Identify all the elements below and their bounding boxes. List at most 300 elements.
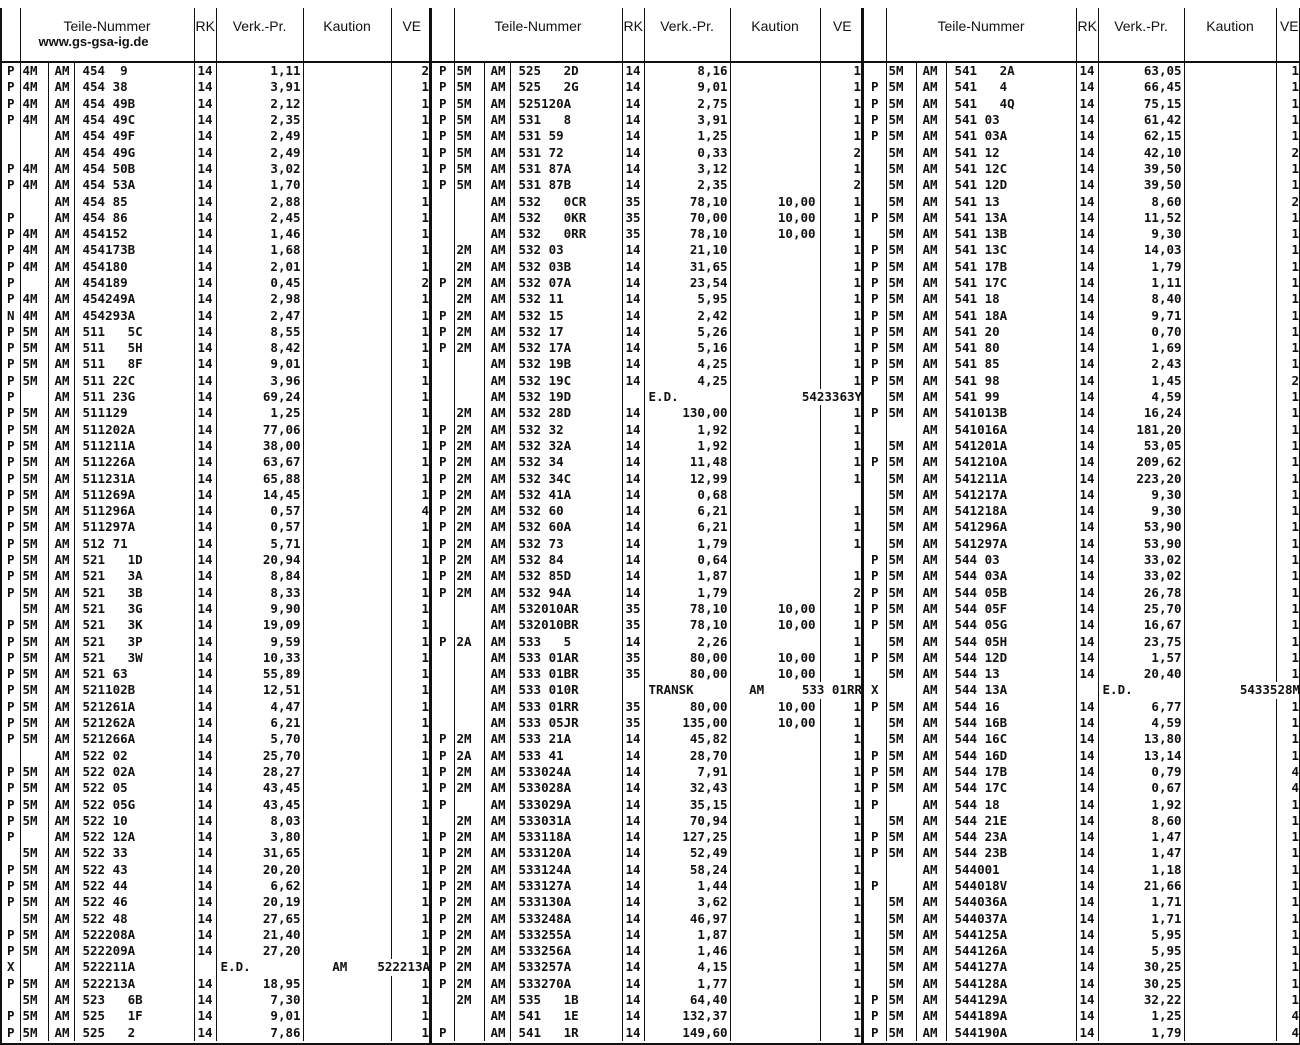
part-number: 454 53A	[74, 177, 194, 193]
part-number: 544127A	[946, 959, 1076, 975]
am-prefix: AM	[48, 1025, 74, 1041]
packing-unit: 1	[853, 894, 862, 910]
am-prefix: AM	[916, 112, 946, 128]
sale-price: 21,40	[216, 927, 303, 943]
kaution-header: Kaution	[730, 8, 820, 62]
model-code: 5M	[20, 519, 48, 535]
rk-code: 14	[622, 177, 644, 193]
table-row	[432, 291, 864, 307]
packing-unit: 1	[421, 372, 430, 388]
model-code: 2M	[454, 454, 484, 470]
am-prefix: AM	[484, 259, 510, 275]
status-flag: P	[2, 161, 20, 177]
status-flag: P	[864, 845, 886, 861]
table-row	[432, 422, 864, 438]
packing-unit: 1	[853, 307, 862, 323]
deposit	[303, 503, 391, 519]
model-code: 2M	[454, 959, 484, 975]
am-prefix: AM	[916, 666, 946, 682]
rk-code: 14	[622, 324, 644, 340]
deposit	[1184, 503, 1276, 519]
table-row	[864, 813, 1300, 829]
rk-code: 14	[622, 62, 644, 79]
table-row	[2, 666, 432, 682]
status-flag	[432, 601, 454, 617]
am-prefix: AM	[916, 422, 946, 438]
sale-price: 1,57	[1098, 650, 1184, 666]
sale-price: 5,95	[644, 291, 730, 307]
deposit	[1184, 992, 1276, 1008]
am-prefix: AM	[484, 601, 510, 617]
packing-unit: 1	[421, 992, 430, 1008]
table-row	[2, 96, 432, 112]
deposit	[303, 96, 391, 112]
part-number: 521 3P	[74, 633, 194, 649]
sale-price: 16,24	[1098, 405, 1184, 421]
deposit	[730, 1025, 820, 1041]
deposit	[1184, 519, 1276, 535]
deposit	[303, 356, 391, 372]
model-code	[886, 862, 916, 878]
am-prefix: AM	[484, 519, 510, 535]
sale-price: 26,78	[1098, 585, 1184, 601]
sale-price: 2,42	[644, 307, 730, 323]
status-flag	[2, 144, 20, 160]
model-code: 5M	[20, 1008, 48, 1024]
packing-unit: 1	[1291, 356, 1300, 372]
packing-unit: 1	[421, 845, 430, 861]
model-code: 5M	[20, 943, 48, 959]
packing-unit: 1	[421, 780, 430, 796]
packing-unit: 1	[853, 242, 862, 258]
table-row	[432, 796, 864, 812]
sale-price: 1,46	[216, 226, 303, 242]
model-code: 4M	[20, 242, 48, 258]
rk-code: 14	[1076, 259, 1098, 275]
am-prefix: AM	[916, 862, 946, 878]
rk-code: 14	[194, 340, 216, 356]
packing-unit: 1	[1291, 715, 1300, 731]
part-number: 533 41	[510, 747, 622, 763]
status-flag	[432, 193, 454, 209]
table-row	[864, 242, 1300, 258]
sale-price: 6,21	[644, 503, 730, 519]
deposit	[303, 161, 391, 177]
rk-code: 14	[622, 894, 644, 910]
packing-unit: 1	[1291, 437, 1300, 453]
deposit	[730, 259, 820, 275]
sale-price: 2,98	[216, 291, 303, 307]
table-row	[864, 307, 1300, 323]
model-code	[454, 617, 484, 633]
am-prefix: AM	[916, 62, 946, 79]
deposit	[730, 829, 820, 845]
parts-table	[2, 8, 432, 1041]
packing-unit: 1	[853, 372, 862, 388]
sale-price: 27,65	[216, 910, 303, 926]
deposit	[730, 307, 820, 323]
status-flag: P	[864, 1008, 886, 1024]
rk-code: 14	[194, 845, 216, 861]
packing-unit: 2	[853, 584, 862, 600]
model-code	[886, 682, 916, 698]
website-watermark: www.gs-gsa-ig.de	[38, 34, 149, 49]
deposit	[1184, 210, 1276, 226]
part-number: 541 99	[946, 389, 1076, 405]
model-code: 2A	[454, 747, 484, 763]
table-row	[2, 813, 432, 829]
status-flag	[432, 210, 454, 226]
price-header: Verk.-Pr.	[216, 8, 303, 62]
rk-code: 14	[194, 992, 216, 1008]
deposit	[730, 291, 820, 307]
table-row	[432, 144, 864, 160]
part-number: 454 49C	[74, 112, 194, 128]
am-prefix: AM	[916, 128, 946, 144]
table-row	[864, 617, 1300, 633]
sale-price: 5,70	[216, 731, 303, 747]
am-prefix: AM	[484, 144, 510, 160]
sale-price: 2,88	[216, 193, 303, 209]
status-flag	[864, 976, 886, 992]
deposit	[730, 519, 820, 535]
am-prefix: AM	[484, 128, 510, 144]
deposit	[303, 699, 391, 715]
sale-price: 7,30	[216, 992, 303, 1008]
part-number: 521262A	[74, 715, 194, 731]
model-code: 5M	[20, 601, 48, 617]
status-flag	[864, 193, 886, 209]
packing-unit: 1	[1291, 600, 1300, 616]
rk-code: 14	[194, 324, 216, 340]
part-number: 531 8	[510, 112, 622, 128]
rk-code: 35	[622, 715, 644, 731]
packing-unit: 1	[421, 226, 430, 242]
table-row	[432, 487, 864, 503]
rk-code: 14	[194, 259, 216, 275]
sale-price: E.D.	[1098, 682, 1184, 698]
am-prefix: AM	[916, 356, 946, 372]
deposit	[730, 959, 820, 975]
status-flag: P	[864, 747, 886, 763]
part-number: 541 03	[946, 112, 1076, 128]
deposit	[303, 242, 391, 258]
packing-unit: 1	[421, 193, 430, 209]
packing-unit: 1	[853, 747, 862, 763]
am-prefix: AM	[484, 405, 510, 421]
part-number: 532 19C	[510, 373, 622, 389]
part-number: 532 94A	[510, 585, 622, 601]
table-row	[2, 829, 432, 845]
am-prefix: AM	[48, 650, 74, 666]
am-prefix: AM	[916, 536, 946, 552]
deposit	[730, 422, 820, 438]
packing-unit: 1	[1291, 323, 1300, 339]
rk-code: 14	[1076, 731, 1098, 747]
sale-price: 1,70	[216, 177, 303, 193]
am-prefix: AM	[484, 275, 510, 291]
packing-unit: 1	[853, 649, 862, 665]
status-flag: P	[864, 552, 886, 568]
status-flag	[432, 699, 454, 715]
part-number: 511 8F	[74, 356, 194, 372]
table-row	[2, 519, 432, 535]
model-code: 5M	[20, 910, 48, 926]
model-code: 5M	[454, 144, 484, 160]
rk-code: 14	[622, 470, 644, 486]
table-row	[864, 650, 1300, 666]
deposit	[730, 878, 820, 894]
deposit	[303, 438, 391, 454]
deposit	[730, 780, 820, 796]
sale-price: 70,00	[644, 210, 730, 226]
am-prefix: AM	[48, 780, 74, 796]
status-flag	[432, 617, 454, 633]
status-flag: P	[2, 454, 20, 470]
rk-code: 14	[194, 568, 216, 584]
part-number: 533270A	[510, 976, 622, 992]
am-prefix: AM	[484, 682, 510, 698]
deposit	[1184, 389, 1276, 405]
model-code	[20, 275, 48, 291]
status-flag: P	[432, 275, 454, 291]
status-flag: P	[432, 927, 454, 943]
sale-price: 1,11	[216, 62, 303, 79]
rk-code	[1076, 682, 1098, 698]
table-row	[864, 422, 1300, 438]
sale-price: 21,66	[1098, 878, 1184, 894]
am-prefix: AM	[916, 617, 946, 633]
rk-code: 14	[1076, 62, 1098, 79]
sale-price: 3,91	[216, 79, 303, 95]
status-flag: P	[2, 927, 20, 943]
model-code	[20, 128, 48, 144]
status-flag	[864, 503, 886, 519]
part-number: 544 12D	[946, 650, 1076, 666]
am-prefix: AM	[916, 242, 946, 258]
rk-code: 14	[194, 161, 216, 177]
deposit	[1184, 845, 1276, 861]
table-row	[432, 862, 864, 878]
am-prefix: AM	[48, 487, 74, 503]
rk-code: 14	[194, 112, 216, 128]
status-flag: P	[864, 259, 886, 275]
packing-unit: 1	[853, 633, 862, 649]
status-flag: P	[2, 422, 20, 438]
deposit	[730, 144, 820, 160]
rk-code: 35	[622, 193, 644, 209]
sale-price: 4,25	[644, 356, 730, 372]
model-code: 5M	[886, 128, 916, 144]
rk-code: 35	[622, 650, 644, 666]
part-number: 522213A	[74, 976, 194, 992]
model-code: 4M	[20, 307, 48, 323]
deposit	[303, 764, 391, 780]
table-row	[432, 617, 864, 633]
status-flag: P	[432, 340, 454, 356]
rk-code: 14	[1076, 910, 1098, 926]
deposit	[303, 210, 391, 226]
table-row	[432, 1008, 864, 1024]
packing-unit: 1	[421, 600, 430, 616]
sale-price: 21,10	[644, 242, 730, 258]
am-prefix: AM	[48, 470, 74, 486]
deposit	[730, 1008, 820, 1024]
part-number: 533120A	[510, 845, 622, 861]
am-prefix: AM	[916, 470, 946, 486]
table-row	[864, 177, 1300, 193]
price-column-1	[0, 8, 430, 1044]
table-row	[864, 992, 1300, 1008]
rk-code: 14	[622, 275, 644, 291]
part-number: 454293A	[74, 307, 194, 323]
packing-unit: 1	[421, 763, 430, 779]
deposit: 10,00	[730, 210, 820, 226]
part-number: 541211A	[946, 470, 1076, 486]
packing-unit: 1	[1291, 112, 1300, 128]
rk-code: 14	[622, 128, 644, 144]
table-row	[864, 666, 1300, 682]
status-flag: P	[432, 780, 454, 796]
status-flag	[2, 992, 20, 1008]
teile-nummer-header: Teile-Nummer	[454, 8, 622, 62]
sale-price: 53,05	[1098, 438, 1184, 454]
model-code: 4M	[20, 79, 48, 95]
packing-unit: 1	[1291, 796, 1300, 812]
packing-unit: 2	[853, 144, 862, 160]
am-prefix: AM	[916, 601, 946, 617]
packing-unit: 1	[421, 975, 430, 991]
deposit	[303, 894, 391, 910]
sale-price: 43,45	[216, 796, 303, 812]
model-code: 5M	[886, 259, 916, 275]
table-row	[864, 438, 1300, 454]
deposit	[1184, 454, 1276, 470]
model-code: 4M	[20, 161, 48, 177]
sale-price: 0,67	[1098, 780, 1184, 796]
table-row	[2, 536, 432, 552]
rk-code: 14	[1076, 454, 1098, 470]
part-number: 533 05JR	[510, 715, 622, 731]
packing-unit: 1	[1291, 633, 1300, 649]
part-number: 511 23G	[74, 389, 194, 405]
table-row	[864, 210, 1300, 226]
table-row	[432, 177, 864, 193]
sale-price: 38,00	[216, 438, 303, 454]
model-code: 2A	[454, 633, 484, 649]
rk-code: 14	[1076, 601, 1098, 617]
am-prefix: AM	[48, 373, 74, 389]
part-number: 541 12	[946, 144, 1076, 160]
model-code: 5M	[886, 813, 916, 829]
sale-price: 1,68	[216, 242, 303, 258]
status-flag: P	[864, 796, 886, 812]
replacement-reference: 5433528M	[1239, 682, 1300, 698]
table-row	[432, 242, 864, 258]
price-column-2	[430, 8, 862, 1044]
am-prefix: AM	[916, 454, 946, 470]
model-code	[20, 747, 48, 763]
table-row	[2, 585, 432, 601]
rk-code: 14	[622, 796, 644, 812]
rk-code: 14	[194, 96, 216, 112]
model-code: 5M	[20, 715, 48, 731]
model-code: 5M	[886, 633, 916, 649]
part-number: 544189A	[946, 1008, 1076, 1024]
model-code: 5M	[886, 96, 916, 112]
deposit	[303, 324, 391, 340]
rk-code: 14	[194, 796, 216, 812]
packing-unit: 1	[1291, 959, 1300, 975]
deposit	[730, 62, 820, 79]
am-prefix: AM	[916, 96, 946, 112]
table-row	[432, 992, 864, 1008]
sale-price: 31,65	[644, 259, 730, 275]
ve-header: VE	[391, 8, 432, 62]
rk-code: 14	[194, 454, 216, 470]
status-flag: P	[2, 1008, 20, 1024]
deposit	[730, 910, 820, 926]
model-code: 5M	[20, 340, 48, 356]
packing-unit: 1	[853, 95, 862, 111]
status-flag	[432, 405, 454, 421]
status-flag: P	[864, 275, 886, 291]
status-flag: P	[432, 62, 454, 79]
status-flag: P	[2, 112, 20, 128]
table-row	[432, 813, 864, 829]
status-flag: P	[864, 307, 886, 323]
am-prefix: AM	[484, 666, 510, 682]
am-prefix: AM	[916, 324, 946, 340]
deposit	[730, 373, 820, 389]
deposit	[730, 731, 820, 747]
part-number: 454152	[74, 226, 194, 242]
sale-price: 0,33	[644, 144, 730, 160]
deposit	[303, 568, 391, 584]
part-number: 544037A	[946, 910, 1076, 926]
part-number: 533031A	[510, 813, 622, 829]
part-number: 541201A	[946, 438, 1076, 454]
table-row	[2, 438, 432, 454]
model-code: 5M	[20, 503, 48, 519]
part-number: 541 17B	[946, 259, 1076, 275]
part-number: 532 19B	[510, 356, 622, 372]
sale-price: 8,60	[1098, 813, 1184, 829]
rk-code: 14	[1076, 324, 1098, 340]
table-row	[2, 796, 432, 812]
sale-price: 5,95	[1098, 943, 1184, 959]
part-number: 454 86	[74, 210, 194, 226]
table-row	[432, 275, 864, 291]
status-flag	[432, 356, 454, 372]
am-prefix: AM	[48, 862, 74, 878]
rk-header: RK	[622, 8, 644, 62]
table-row	[2, 910, 432, 926]
rk-code: 14	[1076, 128, 1098, 144]
sale-price: 6,77	[1098, 699, 1184, 715]
deposit	[303, 813, 391, 829]
model-code	[454, 356, 484, 372]
status-flag: P	[2, 731, 20, 747]
am-prefix: AM	[916, 275, 946, 291]
status-flag: P	[432, 878, 454, 894]
model-code: 4M	[20, 226, 48, 242]
model-code: 5M	[886, 373, 916, 389]
table-row	[432, 373, 864, 389]
part-number: 541218A	[946, 503, 1076, 519]
packing-unit: 1	[1291, 470, 1300, 486]
rk-code: 14	[622, 568, 644, 584]
